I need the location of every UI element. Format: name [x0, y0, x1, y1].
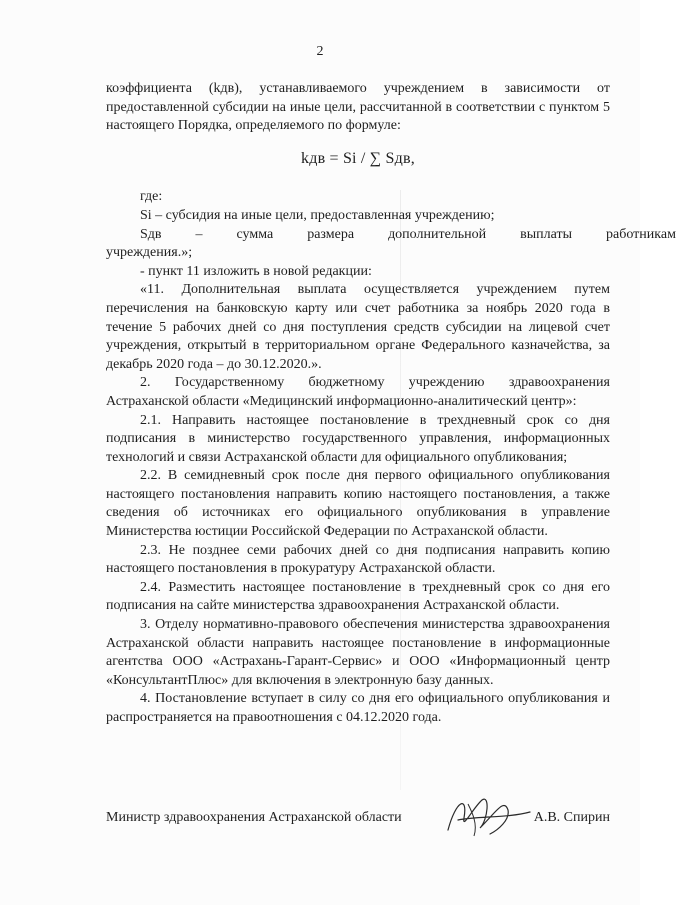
definition-sdv-word: –	[195, 226, 203, 242]
definition-sdv-word: дополнительной	[388, 226, 487, 242]
definition-sdv-word: размера	[307, 226, 355, 242]
definition-sdv-line	[106, 226, 676, 245]
item-2-1: 2.1. Направить настоящее постановление в трехдневный срок со дня подписания в министерство государственного управления, информационных технологий и связи Астраханской области для официального опубликования;	[106, 412, 610, 465]
item11-text: «11. Дополнительная выплата осуществляется учреждением путем перечисления на банковскую карту или счет работника за ноябрь 2020 года в течение 5 рабочих дней со дня поступления средств субсидии на лицевой счет учреждения, открытый в территориальном органе Федерального казначейства, за декабрь 2020 года – до 30.12.2020.».	[106, 282, 610, 372]
item-4: 4. Постановление вступает в силу со дня его официального опубликования и распространяется на правоотношения с 04.12.2020 года.	[106, 691, 610, 725]
item-3: 3. Отделу нормативно-правового обеспечения министерства здравоохранения Астраханской области направить настоящее постановление в информационные агентства ООО «Астрахань-Гарант-Сервис» и ООО «Информационный центр «КонсультантПлюс» для включения в электронную базу данных.	[106, 617, 610, 688]
page-number: 2	[316, 44, 324, 59]
definition-sdv-word: сумма	[236, 226, 274, 242]
definition-sdv-end: учреждения.»;	[106, 245, 193, 261]
definition-sdv-word: работникам	[606, 226, 676, 242]
item-2-4: 2.4. Разместить настоящее постановление в трехдневный срок со дня его подписания на сайте министерства здравоохранения Астраханской области.	[106, 579, 610, 614]
definition-sdv-word: Sдв	[140, 226, 162, 242]
item-2-3: 2.3. Не позднее семи рабочих дней со дня подписания направить копию настоящего постановления в прокуратуру Астраханской области.	[106, 542, 610, 577]
where-label: где:	[140, 189, 163, 205]
signatory-position: Министр здравоохранения Астраханской области	[106, 810, 402, 825]
item11-intro: - пункт 11 изложить в новой редакции:	[140, 263, 372, 279]
paragraph-coefficient: коэффициента (kдв), устанавливаемого учреждением в зависимости от предоставленной субсидии на иные цели, рассчитанной в соответствии с пунктом 5 настоящего Порядка, определяемого по формуле:	[106, 81, 610, 134]
definition-sdv-word: выплаты	[520, 226, 573, 242]
document-body	[106, 80, 676, 728]
formula: kдв = Si / ∑ Sдв,	[301, 149, 415, 167]
item-2-2: 2.2. В семидневный срок после дня первого официального опубликования настоящего постановления направить копию настоящего постановления, а также сведения об источниках его официального опубликования в управление Министерства юстиции Российской Федерации по Астраханской области.	[106, 468, 610, 540]
item-2: 2. Государственному бюджетному учреждению здравоохранения Астраханской области «Медицинский информационно-аналитический центр»:	[106, 375, 610, 409]
signatory-name: А.В. Спирин	[533, 810, 610, 825]
definition-si: Si – субсидия на иные цели, предоставленная учреждению;	[140, 207, 495, 223]
signature-block	[106, 810, 610, 826]
